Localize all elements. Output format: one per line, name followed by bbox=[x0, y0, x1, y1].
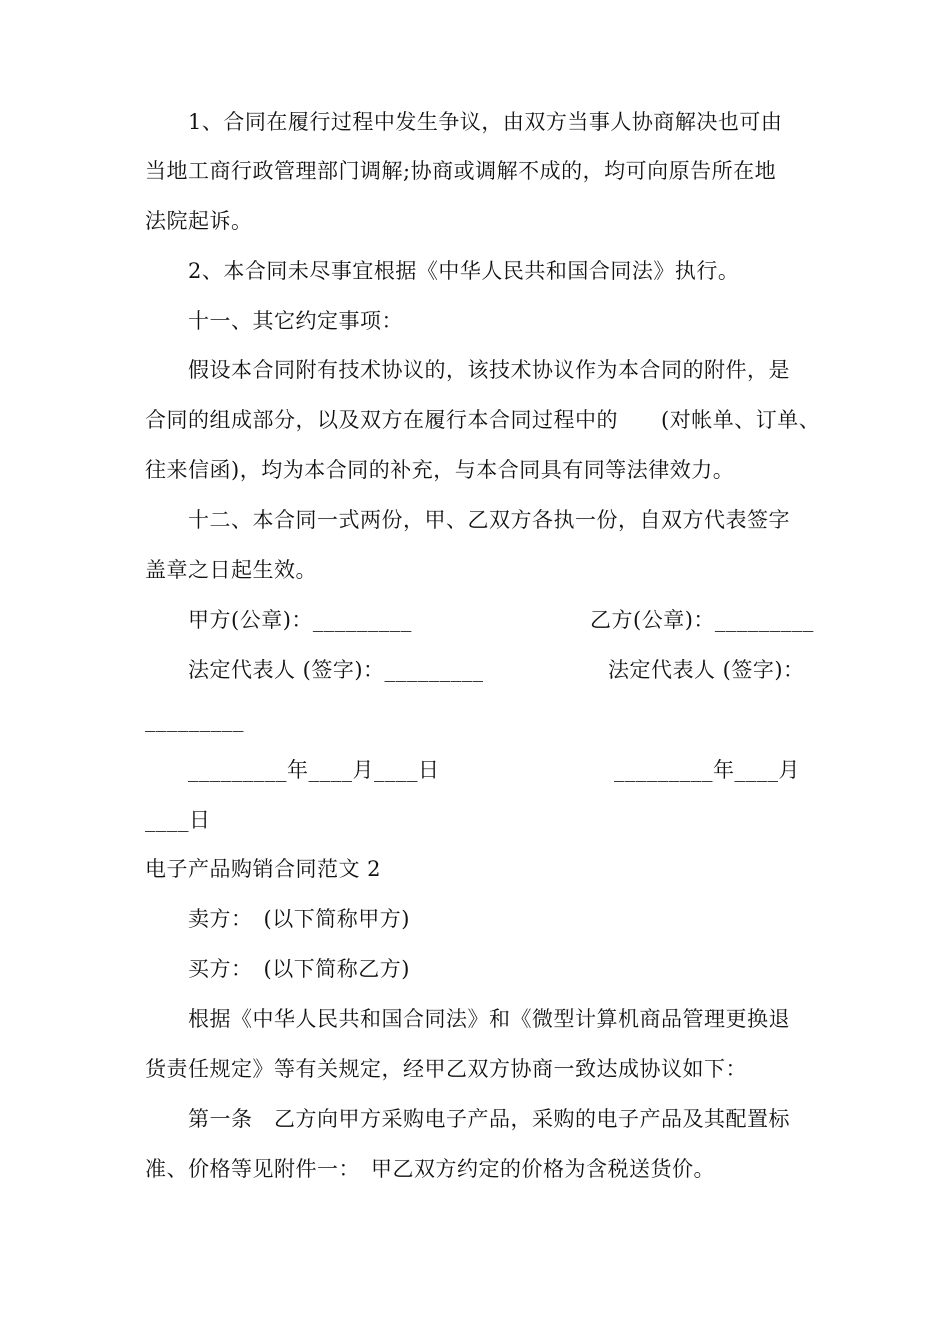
party-a-representative-line: 法定代表人 (签字)：_________ bbox=[188, 658, 484, 682]
party-b-representative-line: 法定代表人 (签字)： bbox=[608, 658, 805, 682]
paragraph-line: 假设本合同附有技术协议的，该技术协议作为本合同的附件，是 bbox=[188, 358, 790, 382]
party-b-seal-line: 乙方(公章)：_________ bbox=[590, 608, 814, 632]
paragraph-line: 1、合同在履行过程中发生争议，由双方当事人协商解决也可由 bbox=[188, 110, 783, 134]
paragraph-line: 根据《中华人民共和国合同法》和《微型计算机商品管理更换退 bbox=[188, 1007, 790, 1031]
paragraph-line: 准、价格等见附件一： 甲乙双方约定的价格为含税送货价。 bbox=[145, 1157, 715, 1181]
document-title: 电子产品购销合同范文 2 bbox=[145, 857, 382, 881]
seller-line: 卖方： (以下简称甲方) bbox=[188, 907, 410, 931]
paragraph-line: 十二、本合同一式两份，甲、乙双方各执一份，自双方代表签字 bbox=[188, 508, 790, 532]
paragraph-line: 货责任规定》等有关规定，经甲乙双方协商一致达成协议如下： bbox=[145, 1057, 747, 1081]
party-b-date-line: _________年____月 bbox=[614, 758, 800, 782]
date-continuation: ____日 bbox=[145, 808, 211, 832]
party-a-date-line: _________年____月____日 bbox=[188, 758, 440, 782]
buyer-line: 买方： (以下简称乙方) bbox=[188, 957, 410, 981]
paragraph-line: 第一条 乙方向甲方采购电子产品，采购的电子产品及其配置标 bbox=[188, 1107, 790, 1131]
paragraph-line: 往来信函)，均为本合同的补充，与本合同具有同等法律效力。 bbox=[145, 458, 735, 482]
paragraph-line: 合同的组成部分，以及双方在履行本合同过程中的 (对帐单、订单、 bbox=[145, 408, 821, 432]
paragraph-line: 2、本合同未尽事宜根据《中华人民共和国合同法》执行。 bbox=[188, 259, 740, 283]
party-a-seal-line: 甲方(公章)：_________ bbox=[188, 608, 412, 632]
signature-blank: _________ bbox=[145, 708, 244, 732]
section-heading: 十一、其它约定事项： bbox=[188, 309, 403, 333]
paragraph-line: 盖章之日起生效。 bbox=[145, 558, 317, 582]
paragraph-line: 当地工商行政管理部门调解;协商或调解不成的，均可向原告所在地 bbox=[145, 159, 777, 183]
paragraph-line: 法院起诉。 bbox=[145, 209, 253, 233]
